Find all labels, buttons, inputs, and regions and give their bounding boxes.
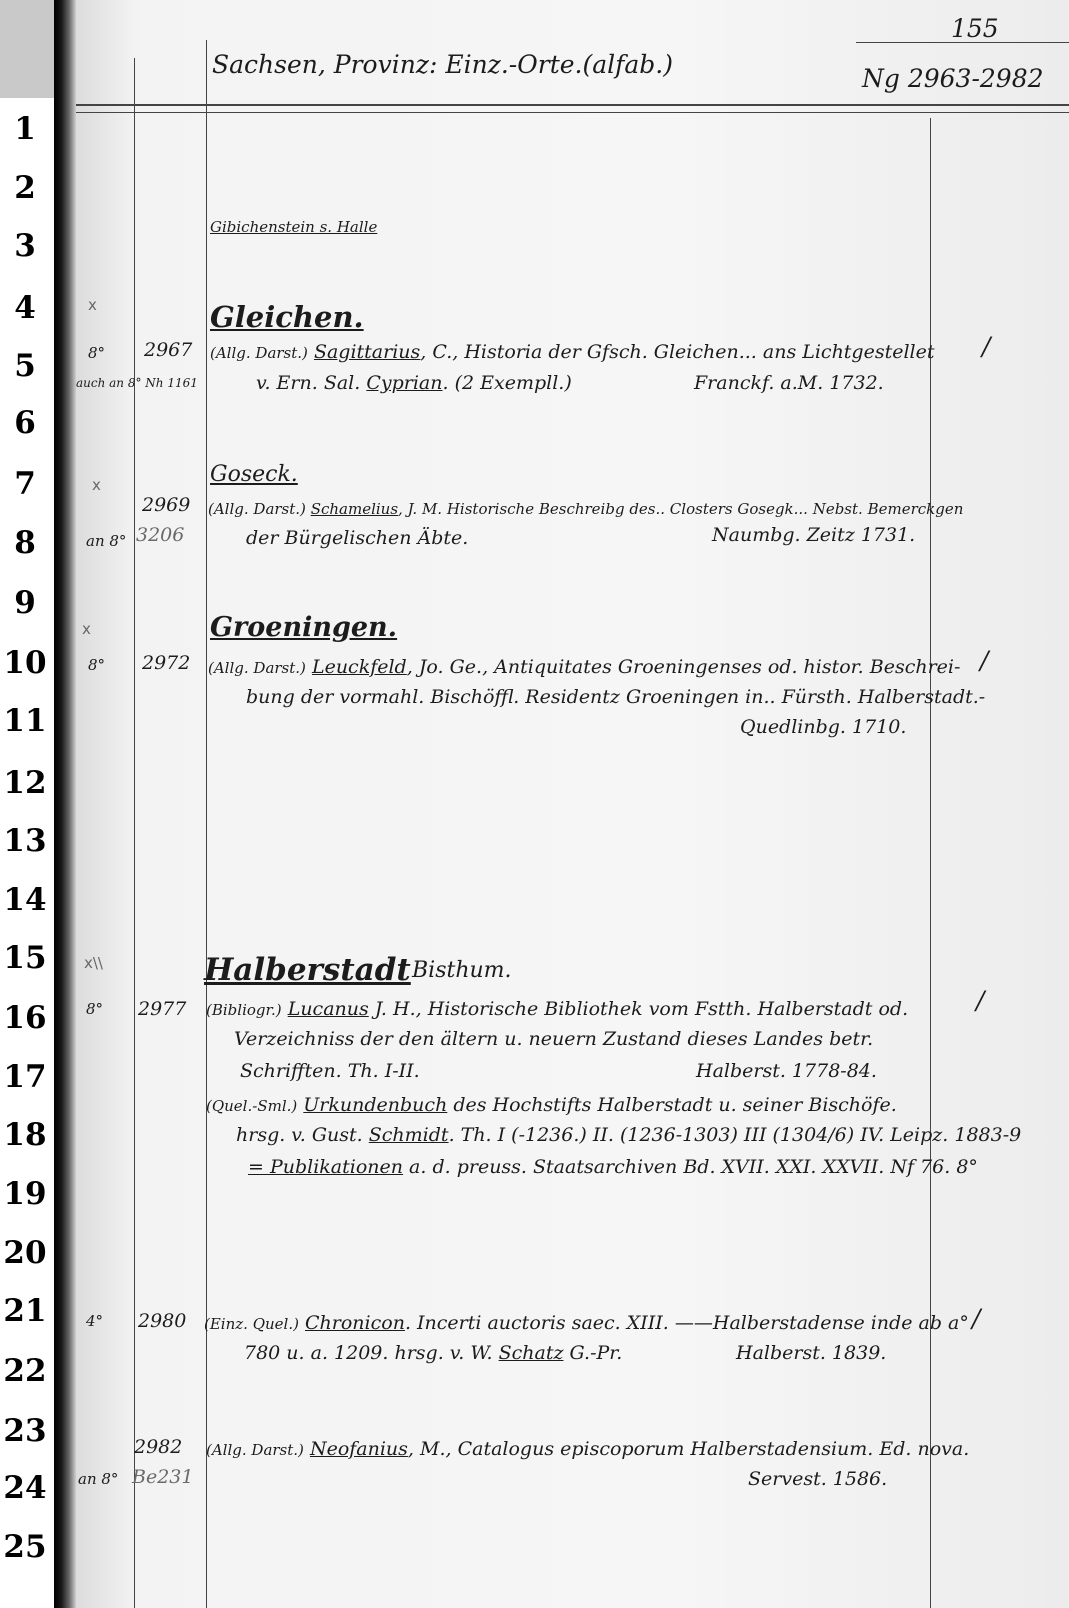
entry-line [208,656,960,678]
signature-range: Ng 2963-2982 [862,64,1044,93]
imprint: Quedlinbg. 1710. [740,716,907,738]
title-text: der Bürgelischen Äbte. [246,527,469,549]
entry-line [210,341,935,363]
title-text: bung der vormahl. Bischöffl. Residentz Groeningen in.. Fürsth. Halberstadt.- [246,686,986,708]
shelf-number: 2967 [144,339,193,361]
shelf-number: 2980 [138,1310,187,1332]
alt-shelfmark: an 8° [78,1470,119,1488]
author: Chronicon [305,1312,405,1334]
tick-mark: / [982,332,991,361]
format-label: 8° [86,1000,104,1018]
title-text: J. H., Historische Bibliothek vom Fstth. Halberstadt od. [368,998,909,1020]
line-number: 9 [14,585,36,621]
line-number: 20 [3,1235,47,1271]
line-number: 2 [14,170,36,206]
entry-line [206,1094,897,1116]
editor-prefix: hrsg. v. Gust. [236,1124,363,1146]
entry-line [208,500,963,518]
line-number: 14 [3,882,47,918]
check-mark: x [88,296,97,314]
line-number: 13 [3,823,47,859]
line-number: 15 [3,940,47,976]
line-number: 18 [3,1117,47,1153]
format-label: 8° [88,344,106,362]
place-heading: Gleichen. [210,300,364,334]
author: Neofanius [309,1438,408,1460]
line-number: 16 [3,1000,47,1036]
series-info: G.-Pr. [563,1342,623,1364]
line-number: 19 [3,1176,47,1212]
line-number: 6 [14,405,36,441]
line-number: 5 [14,348,36,384]
alt-shelfmark: auch an 8° Nh 1161 [76,376,198,390]
title-text: Schrifften. Th. I-II. [240,1060,420,1082]
page-title: Sachsen, Provinz: Einz.-Orte.(alfab.) [212,50,673,79]
title-text: , C., Historia der Gfsch. Gleichen... ans Lichtgestellet [420,341,935,363]
subject-type: (Bibliogr.) [206,1001,282,1019]
line-number: 17 [3,1059,47,1095]
editor-prefix: 780 u. a. 1209. hrsg. v. W. [244,1342,493,1364]
line-number: 25 [3,1529,47,1565]
imprint: Halberst. 1778-84. [696,1060,877,1082]
subject-type: (Allg. Darst.) [208,659,306,677]
place-heading: Halberstadt [204,952,411,988]
alt-shelf-number: Be231 [132,1466,194,1488]
title-text: des Hochstifts Halberstadt u. seiner Bischöfe. [447,1094,897,1116]
cross-reference-note: Gibichenstein s. Halle [210,218,378,236]
series-info: a. d. preuss. Staatsarchiven Bd. XVII. XXI. XXVII. Nf 76. 8° [403,1156,978,1178]
title-text: . (2 Exempll.) [442,372,572,394]
volume-info: . Th. I (-1236.) II. (1236-1303) III (1304/6) IV. Leipz. 1883-9 [448,1124,1022,1146]
line-number: 24 [3,1470,47,1506]
check-mark: x\\ [84,954,103,972]
editor-prefix: v. Ern. Sal. [256,372,361,394]
imprint: Naumbg. Zeitz 1731. [712,524,916,546]
author: Leuckfeld [311,656,407,678]
editor: Schmidt [368,1124,449,1146]
editor: Schatz [498,1342,564,1364]
title-text: . Incerti auctoris saec. XIII. ——Halberstadense inde ab a° [404,1312,969,1334]
entry-line [256,372,572,394]
editor: Cyprian [366,372,443,394]
format-label: 4° [86,1312,104,1330]
column-rule [206,40,207,1608]
title-text: , Jo. Ge., Antiquitates Groeningenses od. histor. Beschrei- [406,656,961,678]
series-name: = Publikationen [248,1156,404,1178]
shelf-number: 2982 [134,1436,183,1458]
header-rule [76,104,1069,106]
format-label: 8° [88,656,106,674]
line-number: 4 [14,290,36,326]
entry-line [204,1312,969,1334]
book-binding [54,0,76,1608]
place-subheading: Bisthum. [412,958,512,983]
page-number: 155 [951,14,999,43]
shelf-number: 2972 [142,652,191,674]
place-heading: Groeningen. [210,612,398,643]
author: Urkundenbuch [303,1094,448,1116]
line-number: 21 [3,1293,47,1329]
header-rule [76,112,1069,113]
line-number: 22 [3,1353,47,1389]
line-number: 12 [3,765,47,801]
entry-line [206,1438,969,1460]
line-number: 7 [14,466,36,502]
shelf-number: 2969 [142,494,191,516]
imprint: Halberst. 1839. [736,1342,887,1364]
subject-type: (Allg. Darst.) [208,500,306,518]
author: Lucanus [287,998,369,1020]
imprint: Servest. 1586. [748,1468,888,1490]
title-text: , M., Catalogus episcoporum Halberstadensium. Ed. nova. [407,1438,970,1460]
subject-type: (Allg. Darst.) [206,1441,304,1459]
line-number: 10 [3,645,47,681]
imprint: Franckf. a.M. 1732. [694,372,884,394]
author: Sagittarius [313,341,421,363]
author: Schamelius [310,500,399,518]
corner-shade [0,0,54,98]
entry-line [244,1342,622,1364]
line-number: 23 [3,1413,47,1449]
line-number: 1 [14,111,36,147]
place-heading: Goseck. [210,462,298,487]
tick-mark: / [972,1304,981,1333]
tick-mark: / [980,646,989,675]
entry-line [236,1124,1021,1146]
ledger-page [76,0,1069,1608]
check-mark: x [82,620,91,638]
title-text: , J. M. Historische Beschreibg des.. Closters Gosegk... Nebst. Bemerckgen [398,500,964,518]
subject-type: (Einz. Quel.) [204,1315,299,1333]
line-number: 11 [3,703,47,739]
entry-line [248,1156,978,1178]
title-text: Verzeichniss der den ältern u. neuern Zustand dieses Landes betr. [234,1028,874,1050]
alt-shelfmark: an 8° [86,532,127,550]
line-number: 3 [14,228,36,264]
subject-type: (Quel.-Sml.) [206,1097,298,1115]
shelf-number: 2977 [138,998,187,1020]
column-rule [134,58,135,1608]
line-number: 8 [14,525,36,561]
check-mark: x [92,476,101,494]
subject-type: (Allg. Darst.) [210,344,308,362]
entry-line [206,998,908,1020]
line-number-strip [0,98,54,1608]
alt-shelf-number: 3206 [136,524,185,546]
tick-mark: / [976,986,985,1015]
